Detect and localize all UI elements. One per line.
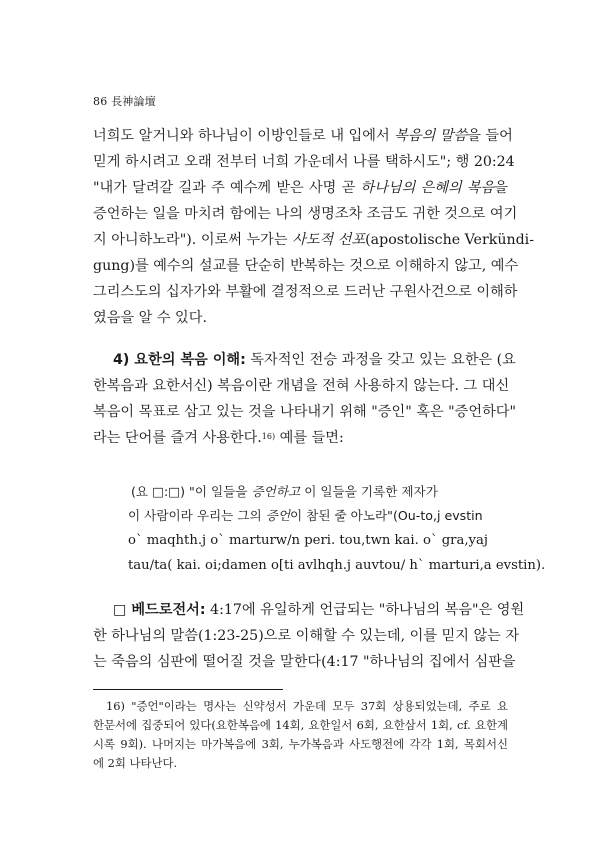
text-line: 한 하나님의 말씀(1:23-25)으로 이해할 수 있는데, 이를 믿지 않는 자: [93, 628, 520, 644]
section-heading: □ 베드로전서:: [113, 602, 206, 618]
page-number: 86: [93, 95, 108, 108]
text-line: tau/ta( kai. oi;damen o[ti avlhqh.j auvtou/ h` marturi,a evstin).: [128, 558, 546, 573]
text-line: 였음을 알 수 있다.: [93, 310, 207, 326]
text-line: "내가 달려갈 길과 주 예수께 받은 사명 곧 하나님의 은혜의 복음을: [93, 180, 508, 196]
text-line: 믿게 하시려고 오래 전부터 너희 가운데서 나를 택하시도"; 행 20:24: [93, 154, 515, 170]
text-line: 너희도 알거니와 하나님이 이방인들로 내 입에서 복음의 말씀을 들어: [93, 128, 513, 144]
emphasis: 증언: [265, 508, 291, 523]
text-line: 복음이 목표로 삼고 있는 것을 나타내기 위해 "증인" 혹은 "증언하다": [93, 404, 517, 420]
journal-title: 長神論壇: [111, 95, 156, 108]
running-head: [93, 93, 156, 109]
text-line: 그리스도의 십자가와 부활에 결정적으로 드러난 구원사건으로 이해하: [93, 284, 518, 300]
section-heading: 4) 요한의 복음 이해:: [113, 352, 246, 368]
text-line: 에 2회 나타난다.: [93, 756, 178, 770]
footnote-ref: 16): [261, 432, 276, 441]
emphasis: 증언하고: [251, 484, 301, 499]
text-line: 16) "증언"이라는 명사는 신약성서 가운데 모두 37회 상용되었는데, 주로 요: [106, 699, 508, 713]
text-line: 라는 단어를 즐겨 사용한다.$^{16)}$ 예를 들면:: [93, 430, 344, 446]
text-line: 4) 요한의 복음 이해: 독자적인 전승 과정을 갖고 있는 요한은 (요: [113, 352, 516, 368]
emphasis: 하나님의 은혜의 복음: [360, 180, 495, 196]
emphasis: 복음의 말씀: [394, 128, 468, 144]
text-line: □ 베드로전서: 4:17에 유일하게 언급되는 "하나님의 복음"은 영원: [113, 602, 525, 618]
text-line: gung)를 예수의 설교를 단순히 반복하는 것으로 이해하지 않고, 예수: [93, 258, 519, 274]
text-line: 지 아니하노라"). 이로써 누가는 사도적 선포(apostolische Verkündi-: [93, 232, 535, 248]
text-line: 증언하는 일을 마치려 함에는 나의 생명조차 조금도 귀한 것으로 여기: [93, 206, 518, 222]
emphasis: 사도적 선포: [292, 232, 366, 248]
text-line: o` maqhth.j o` marturw/n peri. tou,twn kai. o` gra,yaj: [128, 533, 488, 548]
text-line: 는 죽음의 심판에 떨어질 것을 말한다(4:17 "하나님의 집에서 심판을: [93, 654, 516, 670]
text-line: (요 □:□) "이 일들을 증언하고 이 일들을 기록한 제자가: [131, 484, 438, 499]
text-line: 이 사람이라 우리는 그의 증언이 참된 줄 아노라"(Ou-to,j evstin: [128, 508, 483, 523]
text-line: 한문서에 집중되어 있다(요한복음에 14회, 요한일서 6회, 요한삼서 1회, cf. 요한계: [93, 718, 508, 732]
text-line: 시록 9회). 나머지는 마가복음에 3회, 누가복음과 사도행전에 각각 1회, 목회서신: [93, 737, 508, 751]
text-line: 한복음과 요한서신) 복음이란 개념을 전혀 사용하지 않는다. 그 대신: [93, 378, 510, 394]
footnote-divider: [93, 689, 283, 690]
